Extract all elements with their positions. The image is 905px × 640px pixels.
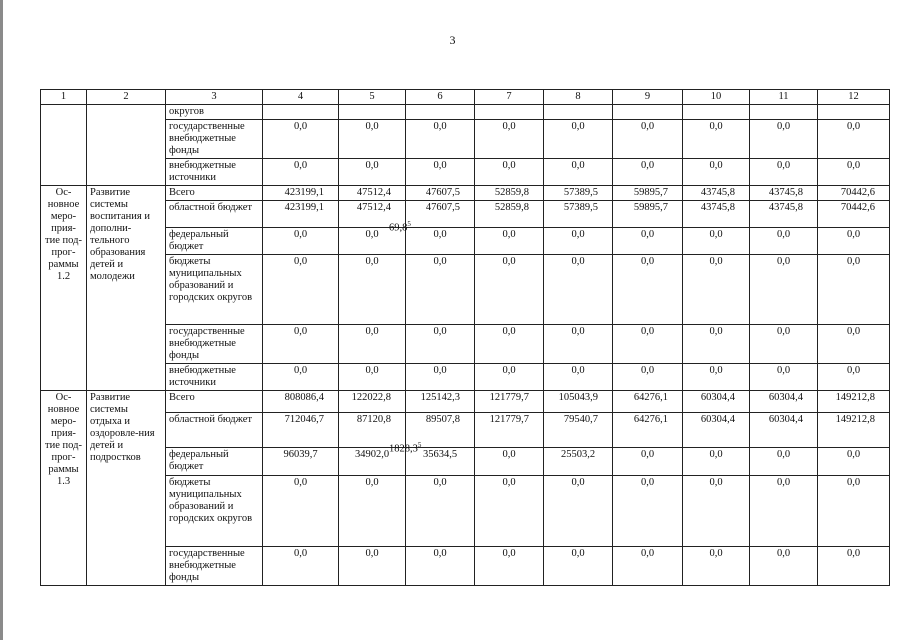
scan-edge [0,0,3,640]
value-cell: 70442,6 [818,201,890,228]
value-cell: 60304,4 [683,413,750,448]
value-cell: 0,0 [683,325,750,364]
value-cell: 0,0 [263,547,339,586]
value-cell: 0,0 [406,255,475,325]
source-label: государственные внебюджетные фонды [166,120,263,159]
value-cell: 89507,8 [406,413,475,448]
value-cell [818,105,890,120]
table-row [41,476,890,547]
value-cell [544,105,613,120]
source-label: Всего [166,186,263,201]
footnote-value: 69,8$^5$ [389,220,411,234]
value-cell: 0,0 [818,547,890,586]
value-cell: 0,0 [475,255,544,325]
value-cell: 43745,8 [683,201,750,228]
table-row [41,120,890,159]
value-cell: 0,0 [406,364,475,391]
value-cell: 0,0 [750,364,818,391]
value-cell: 125142,3 [406,391,475,413]
value-cell: 0,0 [544,364,613,391]
budget-table [40,89,890,586]
value-cell: 0,0 [475,364,544,391]
value-cell: 25503,2 [544,448,613,476]
activity-cell: Ос-новное меро-прия-тие под-прог-раммы 1.3 [41,391,87,586]
source-label: областной бюджет [166,413,263,448]
table-row [41,391,890,413]
value-cell: 0,0 [818,255,890,325]
source-label: внебюджетные источники [166,364,263,391]
value-cell: 0,0 [818,364,890,391]
value-cell: 35634,5 [406,448,475,476]
activity-cell [41,105,87,186]
value-cell [613,105,683,120]
value-cell: 43745,8 [683,186,750,201]
value-cell: 34902,0 [339,448,406,476]
program-cell: Развитие системы отдыха и оздоровле-ния детей и подростков [87,391,166,586]
value-cell: 0,0 [263,255,339,325]
value-cell: 59895,7 [613,186,683,201]
value-cell: 0,0 [683,476,750,547]
value-cell [263,105,339,120]
column-header-row [41,90,890,105]
table-row [41,186,890,201]
value-cell: 0,0 [818,228,890,255]
value-cell: 0,0 [683,255,750,325]
table-row [41,201,890,228]
source-label: государственные внебюджетные фонды [166,547,263,586]
table-row [41,448,890,476]
value-cell: 0,0 [263,325,339,364]
value-cell: 423199,1 [263,201,339,228]
value-cell: 0,0 [613,325,683,364]
col-header: 9 [613,90,683,105]
value-cell: 0,0 [750,120,818,159]
value-cell: 0,0 [818,448,890,476]
value-cell: 52859,8 [475,186,544,201]
value-cell: 0,0 [406,159,475,186]
value-cell: 47607,5 [406,186,475,201]
col-header: 5 [339,90,406,105]
value-cell: 0,0 [818,325,890,364]
value-cell: 52859,8 [475,201,544,228]
value-cell: 0,0 [613,228,683,255]
source-label: областной бюджет [166,201,263,228]
page-number: 3 [449,33,456,47]
value-cell: 57389,5 [544,186,613,201]
value-cell: 0,0 [683,228,750,255]
value-cell: 0,0 [750,547,818,586]
value-cell: 0,0 [613,120,683,159]
col-header: 1 [41,90,87,105]
source-label: Всего [166,391,263,413]
value-cell: 0,0 [339,547,406,586]
source-label: округов [166,105,263,120]
value-cell: 64276,1 [613,391,683,413]
value-cell: 0,0 [339,325,406,364]
table-row [41,255,890,325]
value-cell: 0,0 [406,476,475,547]
program-cell: Развитие системы воспитания и дополни-тельного образования детей и молодежи [87,186,166,391]
value-cell: 0,0 [544,159,613,186]
value-cell: 0,0 [683,448,750,476]
value-cell: 105043,9 [544,391,613,413]
value-cell: 0,0 [613,547,683,586]
value-cell: 0,0 [613,476,683,547]
value-cell: 423199,1 [263,186,339,201]
value-cell: 0,0 [339,228,406,255]
activity-cell: Ос-новное меро-прия-тие под-прог-раммы 1.2 [41,186,87,391]
value-cell: 0,0 [613,159,683,186]
value-cell: 0,0 [475,120,544,159]
value-cell: 0,0 [750,325,818,364]
source-label: бюджеты муниципальных образований и городских округов [166,255,263,325]
source-label: федеральный бюджет [166,228,263,255]
value-cell: 122022,8 [339,391,406,413]
value-cell: 0,0 [750,476,818,547]
table-row [41,364,890,391]
value-cell: 0,0 [613,255,683,325]
value-cell: 0,0 [544,325,613,364]
value-cell: 0,0 [750,159,818,186]
value-cell: 0,0 [263,120,339,159]
value-cell: 0,0 [544,228,613,255]
value-cell: 0,0 [475,325,544,364]
source-label: федеральный бюджет [166,448,263,476]
col-header: 2 [87,90,166,105]
value-cell: 60304,4 [683,391,750,413]
value-cell: 0,0 [475,476,544,547]
table-row [41,105,890,120]
value-cell: 0,0 [544,120,613,159]
value-cell: 0,0 [263,159,339,186]
value-cell: 712046,7 [263,413,339,448]
value-cell [406,105,475,120]
value-cell: 0,0 [544,255,613,325]
value-cell: 0,0 [339,364,406,391]
col-header: 6 [406,90,475,105]
col-header: 10 [683,90,750,105]
value-cell: 149212,8 [818,391,890,413]
value-cell: 60304,4 [750,413,818,448]
value-cell: 0,0 [406,120,475,159]
value-cell: 121779,7 [475,391,544,413]
value-cell: 0,0 [475,228,544,255]
value-cell: 0,0 [339,120,406,159]
col-header: 3 [166,90,263,105]
table-row [41,325,890,364]
value-cell [475,105,544,120]
table-row [41,159,890,186]
value-cell: 57389,5 [544,201,613,228]
value-cell: 96039,7 [263,448,339,476]
table-row [41,228,890,255]
value-cell: 43745,8 [750,201,818,228]
col-header: 7 [475,90,544,105]
value-cell: 0,0 [750,228,818,255]
col-header: 8 [544,90,613,105]
source-label: бюджеты муниципальных образований и городских округов [166,476,263,547]
value-cell: 0,0 [475,547,544,586]
value-cell: 0,0 [683,120,750,159]
value-cell: 0,0 [339,255,406,325]
value-cell: 47512,4 [339,201,406,228]
source-label: внебюджетные источники [166,159,263,186]
value-cell: 60304,4 [750,391,818,413]
value-cell: 808086,4 [263,391,339,413]
value-cell: 0,0 [683,547,750,586]
value-cell: 47607,5 [406,201,475,228]
source-label: государственные внебюджетные фонды [166,325,263,364]
value-cell: 0,0 [339,159,406,186]
value-cell: 0,0 [750,448,818,476]
value-cell: 0,0 [263,228,339,255]
footnote-value: 1828,3$^5$ [389,441,422,455]
value-cell [339,105,406,120]
col-header: 4 [263,90,339,105]
value-cell: 87120,8 [339,413,406,448]
value-cell: 0,0 [263,476,339,547]
value-cell: 121779,7 [475,413,544,448]
value-cell: 0,0 [406,547,475,586]
value-cell: 0,0 [613,448,683,476]
value-cell: 64276,1 [613,413,683,448]
value-cell: 0,0 [263,364,339,391]
value-cell: 59895,7 [613,201,683,228]
value-cell: 70442,6 [818,186,890,201]
value-cell: 0,0 [818,476,890,547]
col-header: 12 [818,90,890,105]
value-cell: 0,0 [475,448,544,476]
program-cell [87,105,166,186]
value-cell: 0,0 [544,476,613,547]
value-cell: 0,0 [339,476,406,547]
table-row [41,547,890,586]
value-cell: 0,0 [683,159,750,186]
value-cell [683,105,750,120]
value-cell: 43745,8 [750,186,818,201]
value-cell: 79540,7 [544,413,613,448]
value-cell: 0,0 [544,547,613,586]
value-cell: 149212,8 [818,413,890,448]
col-header: 11 [750,90,818,105]
value-cell: 0,0 [475,159,544,186]
value-cell: 0,0 [683,364,750,391]
value-cell: 0,0 [818,159,890,186]
table-row [41,413,890,448]
value-cell: 47512,4 [339,186,406,201]
value-cell: 0,0 [818,120,890,159]
value-cell: 0,0 [750,255,818,325]
value-cell [750,105,818,120]
value-cell: 0,0 [613,364,683,391]
value-cell: 0,0 [406,325,475,364]
value-cell: 0,0 [406,228,475,255]
